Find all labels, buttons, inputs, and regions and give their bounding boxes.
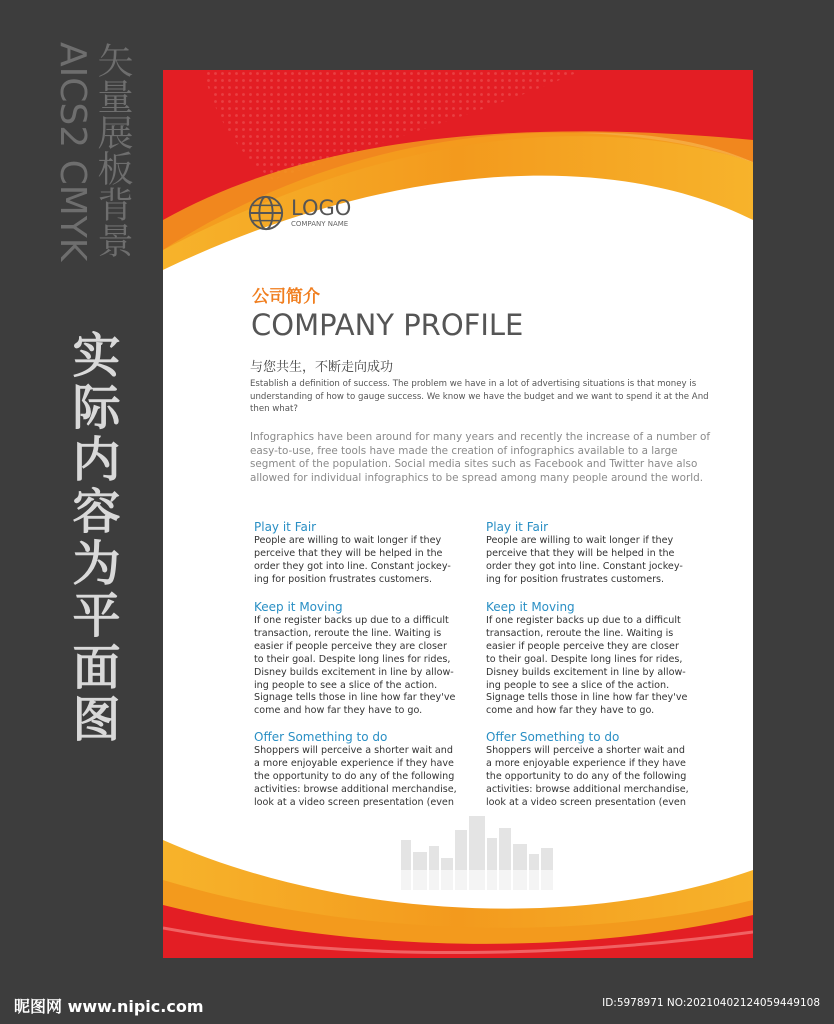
page-title: COMPANY PROFILE [251,308,524,342]
watermark-id: ID:5978971 NO:20210402124059449108 [602,997,820,1009]
globe-icon [247,194,285,232]
section-title: Play it Fair [486,520,549,534]
profile-poster [163,70,753,958]
section-title: Play it Fair [254,520,317,534]
section-play-it-fair [254,520,469,587]
city-skyline-graphic [393,810,563,890]
section-title: Offer Something to do [486,730,620,744]
slogan: 与您共生，不断走向成功 [250,360,394,375]
section-keep-it-moving [254,600,469,718]
section-keep-it-moving [486,600,701,718]
section-title: Offer Something to do [254,730,388,744]
section-body: Shoppers will perceive a shorter wait and a more enjoyable experience if they have the opportunity to do any of the following activities: browse additional merchandise, look at a video screen presentation (even [254,745,457,808]
section-play-it-fair [486,520,701,587]
side-caption-line-1: 矢量展板背景 [92,42,133,258]
logo-subtitle: COMPANY NAME [291,220,349,228]
section-offer-something [254,730,469,810]
side-caption [52,42,132,261]
section-body: If one register backs up due to a difficult transaction, reroute the line. Waiting is easier if people perceive they are closer to their goal. Despite long lines for rides, Disney builds excitement in line by allow- ing people to see a slice of the action. Signage tells those in line how far they've come and how far they have to go. [486,615,688,717]
section-body: If one register backs up due to a difficult transaction, reroute the line. Waiting is easier if people perceive they are closer to their goal. Despite long lines for rides, Disney builds excitement in line by allow- ing people to see a slice of the action. Signage tells those in line how far they've come and how far they have to go. [254,615,456,717]
section-title: Keep it Moving [254,600,343,614]
side-notice: 实际内容为平面图 [64,330,120,746]
intro-text: Establish a definition of success. The problem we have in a lot of advertising situations is that money is understanding of how to gauge success. We know we have the budget and we want to spend it at the And then what? [250,379,709,415]
company-logo [247,194,351,232]
section-title: Keep it Moving [486,600,575,614]
watermark-site: 昵图网 www.nipic.com [14,997,204,1016]
section-offer-something [486,730,701,810]
description-paragraph: Infographics have been around for many years and recently the increase of a number of easy-to-use, free tools have made the creation of infographics available to a large segment of the population. Social media sites such as Facebook and Twitter have also allowed for individual infographics to be spread among many people around the world. [250,431,711,484]
section-body: People are willing to wait longer if they perceive that they will be helped in the order they got into line. Constant jockey- ing for position frustrates customers. [254,535,451,585]
logo-title: LOGO [291,196,352,220]
chinese-title: 公司简介 [252,287,320,307]
section-body: People are willing to wait longer if they perceive that they will be helped in the order they got into line. Constant jockey- ing for position frustrates customers. [486,535,683,585]
side-caption-line-2: AICS2 CMYK [52,42,93,262]
section-body: Shoppers will perceive a shorter wait and a more enjoyable experience if they have the opportunity to do any of the following activities: browse additional merchandise, look at a video screen presentation (even [486,745,689,808]
